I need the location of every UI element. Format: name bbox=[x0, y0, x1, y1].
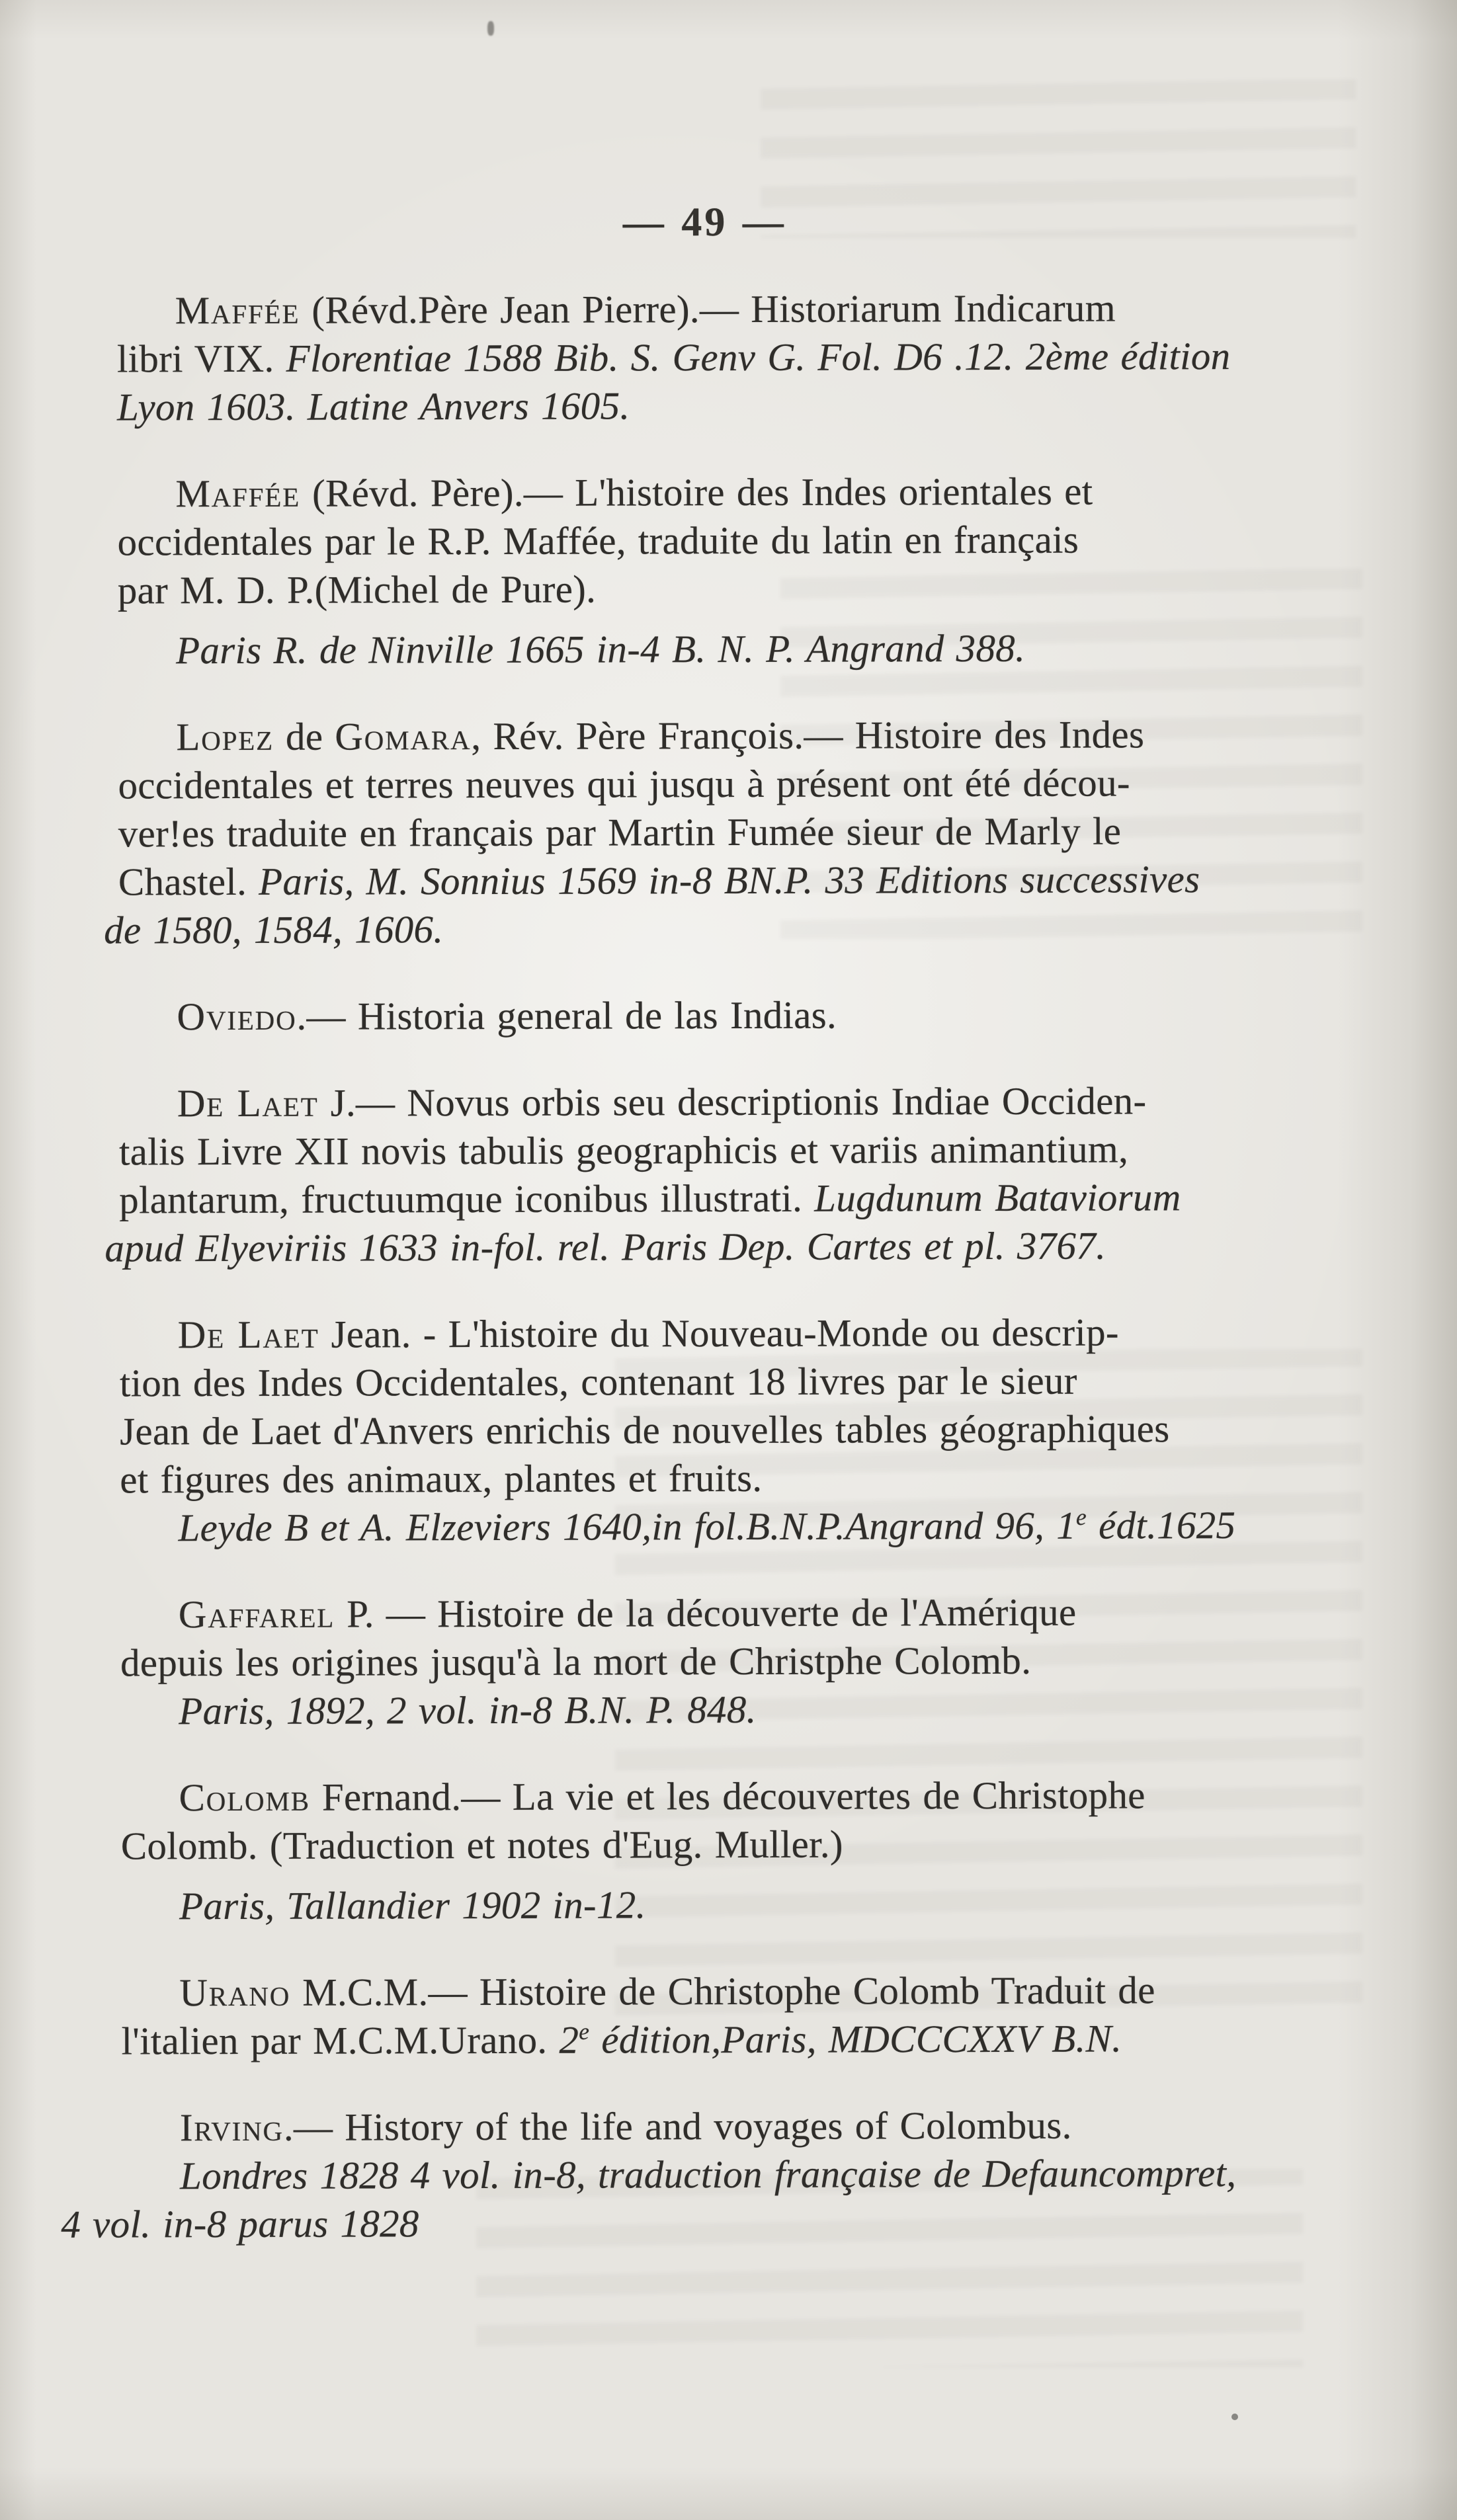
text-segment: P. — Histoire de la découverte de l'Amérique bbox=[335, 1590, 1077, 1636]
bibliography-entry-de-laet-j bbox=[104, 1077, 1362, 1273]
text-segment: tion des Indes Occidentales, contenant 18 livres par le sieur bbox=[119, 1358, 1077, 1405]
text-line bbox=[120, 1356, 1362, 1408]
citation-text: Florentiae 1588 Bib. S. Genv G. Fol. D6 .12. 2ème édition bbox=[286, 334, 1231, 380]
text-segment: .— History of the life and voyages of Colombus. bbox=[283, 2103, 1072, 2149]
citation-text: édt.1625 bbox=[1086, 1503, 1236, 1547]
text-segment: depuis les origines jusqu'à la mort de Christphe Colomb. bbox=[120, 1638, 1032, 1685]
text-segment: , Rév. Père François.— Histoire des Indes bbox=[471, 712, 1145, 758]
text-line bbox=[120, 1636, 1362, 1687]
author-name: Maffée bbox=[175, 471, 301, 516]
text-line bbox=[117, 380, 1359, 432]
author-name: Gomara bbox=[335, 714, 472, 758]
citation-text: 2 bbox=[559, 2017, 579, 2062]
citation-superscript: e bbox=[1075, 1503, 1087, 1531]
text-line bbox=[117, 284, 1359, 335]
text-line bbox=[120, 1453, 1362, 1504]
text-line bbox=[104, 903, 1360, 955]
bibliography-entry-maffee-histoire bbox=[117, 467, 1360, 675]
text-segment: (Révd.Père Jean Pierre).— Historiarum Indicarum bbox=[300, 286, 1116, 332]
author-name: De Laet bbox=[177, 1080, 319, 1125]
text-line bbox=[121, 1819, 1363, 1871]
text-segment: J.— Novus orbis seu descriptionis Indiae Occiden- bbox=[318, 1078, 1147, 1125]
text-line bbox=[121, 2014, 1363, 2066]
text-line bbox=[118, 855, 1360, 907]
text-segment: .— Historia general de las Indias. bbox=[296, 993, 837, 1038]
citation-text: Paris, 1892, 2 vol. in-8 B.N. P. 848. bbox=[179, 1687, 757, 1733]
text-line bbox=[122, 2149, 1364, 2201]
text-line bbox=[118, 624, 1360, 675]
text-segment: ver!es traduite en français par Martin Fumée sieur de Marly le bbox=[118, 809, 1122, 856]
text-line bbox=[117, 467, 1359, 518]
bibliography-entry-lopez-de-gomara bbox=[104, 710, 1360, 955]
text-line bbox=[117, 332, 1359, 384]
text-line bbox=[119, 1077, 1361, 1128]
author-name: De Laet bbox=[177, 1312, 319, 1357]
text-segment: par M. D. P.(Michel de Pure). bbox=[117, 567, 597, 612]
author-name: Oviedo bbox=[177, 994, 297, 1039]
text-line bbox=[118, 758, 1360, 810]
text-segment: talis Livre XII novis tabulis geographicis et variis animantium, bbox=[118, 1127, 1129, 1174]
bibliography-entry-irving bbox=[61, 2101, 1364, 2249]
citation-text: de 1580, 1584, 1606. bbox=[104, 907, 444, 952]
citation-text: Paris R. de Ninville 1665 in-4 B. N. P. Angrand 388. bbox=[175, 626, 1026, 672]
text-line bbox=[120, 1771, 1362, 1822]
text-segment: occidentales et terres neuves qui jusqu à présent ont été décou- bbox=[118, 760, 1130, 807]
text-segment: M.C.M.— Histoire de Christophe Colomb Traduit de bbox=[290, 1968, 1155, 2014]
text-line bbox=[120, 1308, 1362, 1360]
bibliography-entry-de-laet-jean bbox=[120, 1308, 1362, 1553]
citation-text: 4 vol. in-8 parus 1828 bbox=[61, 2201, 419, 2246]
citation-text: Paris, Tallandier 1902 in-12. bbox=[179, 1883, 646, 1928]
citation-text: Paris, M. Sonnius 1569 in-8 BN.P. 33 Editions successives bbox=[259, 857, 1200, 903]
text-line bbox=[118, 990, 1360, 1041]
page-number: — 49 — bbox=[622, 199, 786, 245]
text-segment: et figures des animaux, plantes et fruits. bbox=[120, 1455, 763, 1502]
text-line bbox=[118, 563, 1360, 615]
text-segment: plantarum, fructuumque iconibus illustrati. bbox=[119, 1176, 803, 1222]
text-line bbox=[121, 1966, 1363, 2017]
bibliography-entry-urano bbox=[121, 1966, 1363, 2066]
citation-text: apud Elyeviriis 1633 in-fol. rel. Paris Dep. Cartes et pl. 3767. bbox=[104, 1223, 1106, 1270]
text-line bbox=[121, 1879, 1363, 1931]
text-line bbox=[118, 807, 1360, 858]
text-segment: l'italien par M.C.M.Urano. bbox=[121, 2017, 560, 2063]
bibliography-entry-colomb-fernand bbox=[120, 1771, 1363, 1931]
text-segment: de bbox=[273, 714, 335, 758]
text-line bbox=[120, 1501, 1362, 1553]
citation-superscript: e bbox=[579, 2017, 590, 2045]
text-segment: Colomb. (Traduction et notes d'Eug. Muller.) bbox=[120, 1822, 843, 1868]
text-segment: libri VIX. bbox=[116, 336, 286, 381]
text-segment: Chastel. bbox=[118, 859, 259, 904]
author-name: Lopez bbox=[176, 714, 274, 759]
text-segment: (Révd. Père).— L'histoire des Indes orientales et bbox=[300, 469, 1093, 515]
text-line bbox=[119, 1125, 1361, 1176]
text-line bbox=[61, 2197, 1364, 2249]
text-line bbox=[104, 1221, 1361, 1273]
citation-text: Leyde B et A. Elzeviers 1640,in fol.B.N.P.Angrand 96, 1 bbox=[178, 1503, 1077, 1550]
text-line bbox=[118, 710, 1360, 762]
author-name: Colomb bbox=[179, 1775, 310, 1820]
text-line bbox=[120, 1588, 1362, 1639]
author-name: Irving bbox=[179, 2105, 284, 2150]
bibliography-entry-gaffarel bbox=[120, 1588, 1363, 1736]
text-line bbox=[120, 1684, 1362, 1736]
author-name: Gaffarel bbox=[178, 1592, 335, 1637]
text-line bbox=[120, 1404, 1362, 1456]
citation-text: édition,Paris, MDCCCXXV B.N. bbox=[589, 2016, 1122, 2062]
text-line bbox=[118, 515, 1360, 567]
text-segment: Fernand.— La vie et les découvertes de Christophe bbox=[310, 1773, 1145, 1819]
bibliography-entry-oviedo bbox=[118, 990, 1360, 1041]
citation-text: Lugdunum Bataviorum bbox=[802, 1175, 1181, 1220]
text-block bbox=[61, 0, 1364, 2287]
text-segment: Jean. - L'histoire du Nouveau-Monde ou descrip- bbox=[319, 1310, 1119, 1356]
ink-speck bbox=[1231, 2414, 1238, 2420]
text-segment: occidentales par le R.P. Maffée, traduite du latin en français bbox=[117, 517, 1079, 564]
text-segment: Jean de Laet d'Anvers enrichis de nouvelles tables géographiques bbox=[120, 1406, 1170, 1453]
text-line bbox=[119, 1173, 1361, 1225]
citation-text: Lyon 1603. Latine Anvers 1605. bbox=[116, 384, 630, 429]
bibliography-entry-maffee-historiarum bbox=[117, 284, 1360, 432]
author-name: Maffée bbox=[175, 288, 300, 333]
citation-text: Londres 1828 4 vol. in-8, traduction française de Defauncompret, bbox=[180, 2151, 1237, 2198]
text-line bbox=[122, 2101, 1364, 2152]
author-name: Urano bbox=[179, 1970, 291, 2015]
